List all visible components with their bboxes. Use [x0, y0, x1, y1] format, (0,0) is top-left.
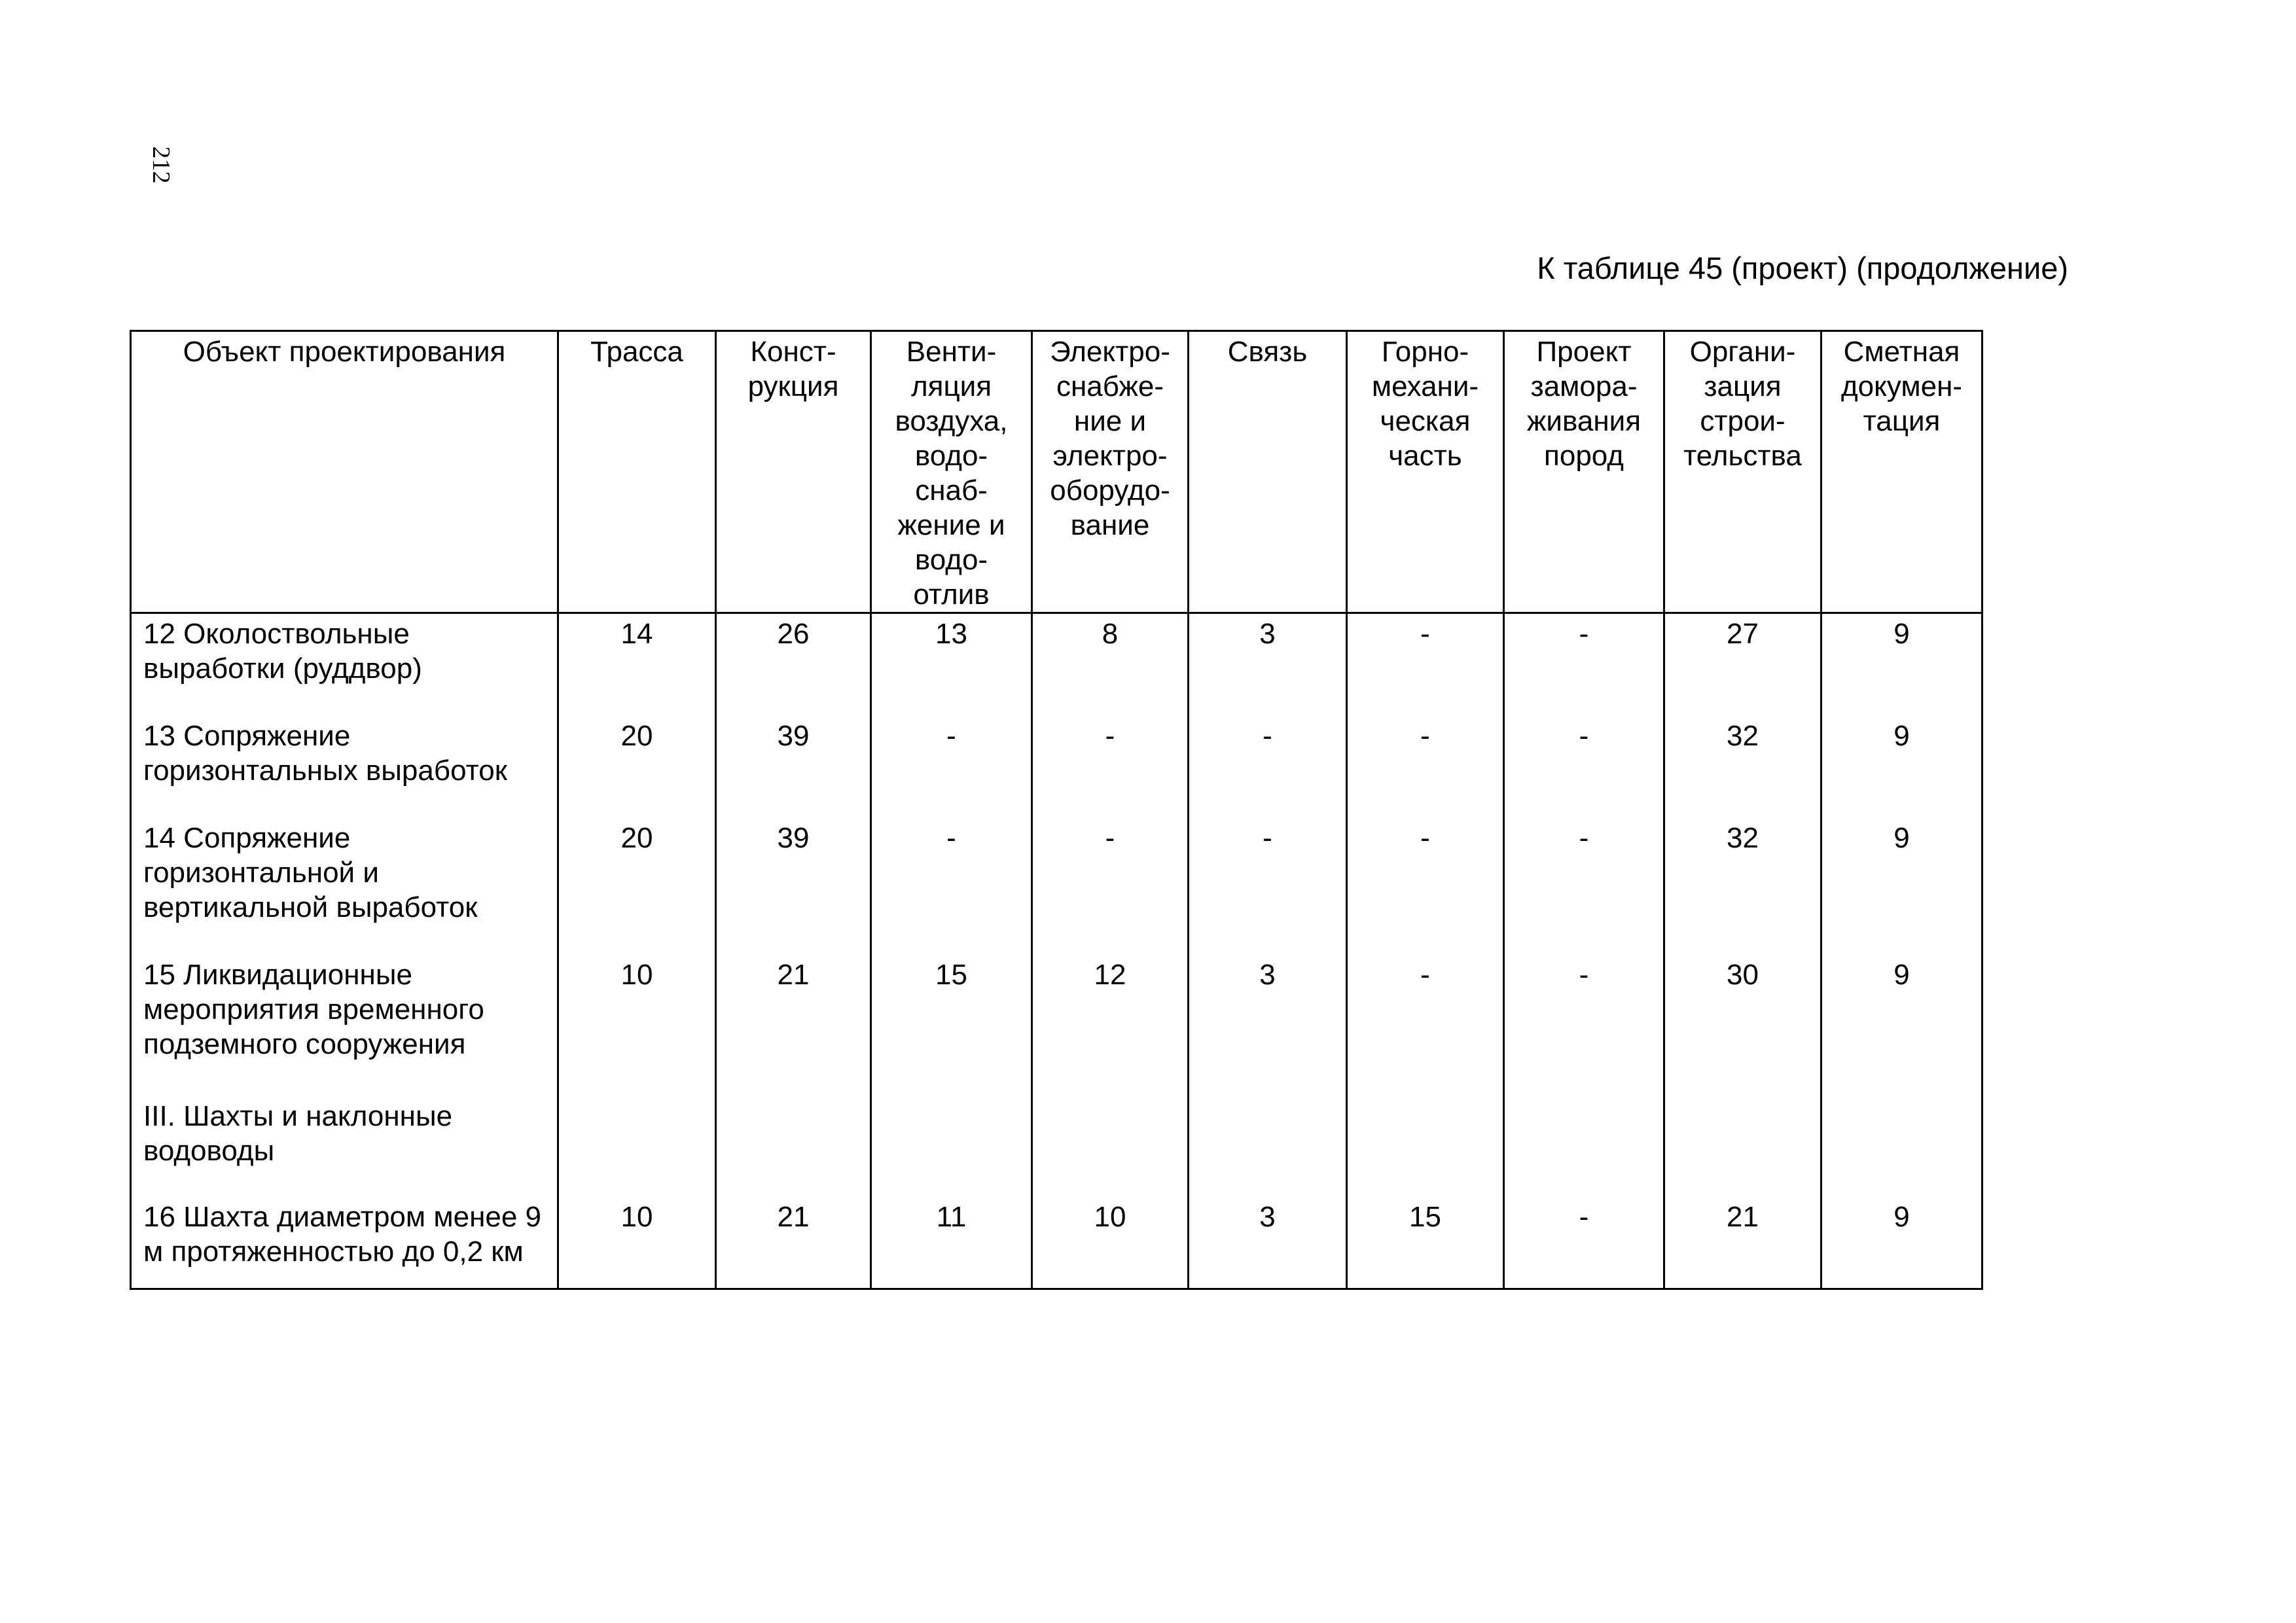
cell-value: 9 — [1821, 1197, 1982, 1289]
cell-value: 12 — [1032, 955, 1189, 1096]
cell-value: 30 — [1664, 955, 1821, 1096]
cell-value — [1347, 1096, 1504, 1197]
cell-value: 14 — [558, 613, 716, 717]
row-object-name: 15 Ликвидационные мероприятия временного подземного сооружения — [131, 955, 558, 1096]
cell-value: - — [1347, 613, 1504, 717]
cell-value: 26 — [716, 613, 871, 717]
cell-value: 20 — [558, 818, 716, 955]
cell-value: 27 — [1664, 613, 1821, 717]
cell-value: 32 — [1664, 716, 1821, 818]
header-object: Объект проектирования — [131, 331, 558, 613]
row-object-name: 13 Сопряжение горизонтальных выработок — [131, 716, 558, 818]
cell-value: - — [871, 818, 1032, 955]
cell-value: 39 — [716, 716, 871, 818]
cell-value: - — [1189, 716, 1347, 818]
cell-value: 10 — [1032, 1197, 1189, 1289]
cell-value — [1504, 1096, 1664, 1197]
cell-value — [1189, 1096, 1347, 1197]
page-number: 212 — [147, 146, 175, 184]
table-row — [131, 955, 1982, 1096]
header-construction-organization: Органи- зация строи- тельства — [1664, 331, 1821, 613]
cell-value: 8 — [1032, 613, 1189, 717]
cell-value: - — [871, 716, 1032, 818]
cell-value: 11 — [871, 1197, 1032, 1289]
table-header-row — [131, 331, 1982, 613]
cell-value: - — [1504, 613, 1664, 717]
cell-value: - — [1032, 716, 1189, 818]
design-stages-table — [130, 330, 1983, 1290]
cell-value: 21 — [716, 1197, 871, 1289]
cell-value: 9 — [1821, 716, 1982, 818]
header-route: Трасса — [558, 331, 716, 613]
cell-value: 39 — [716, 818, 871, 955]
cell-value: - — [1347, 716, 1504, 818]
cell-value: 3 — [1189, 955, 1347, 1096]
cell-value: 32 — [1664, 818, 1821, 955]
cell-value: - — [1347, 818, 1504, 955]
cell-value: 13 — [871, 613, 1032, 717]
cell-value: 9 — [1821, 818, 1982, 955]
cell-value: 15 — [1347, 1197, 1504, 1289]
section-title: III. Шахты и наклонные водоводы — [131, 1096, 558, 1197]
section-row — [131, 1096, 1982, 1197]
cell-value: - — [1504, 716, 1664, 818]
table-row — [131, 716, 1982, 818]
header-ground-freezing: Проект замора- живания пород — [1504, 331, 1664, 613]
cell-value — [1032, 1096, 1189, 1197]
row-object-name: 16 Шахта диаметром менее 9 м протяженностью до 0,2 км — [131, 1197, 558, 1289]
table-caption: К таблице 45 (проект) (продолжение) — [1537, 251, 2068, 285]
header-construction: Конст- рукция — [716, 331, 871, 613]
cell-value — [558, 1096, 716, 1197]
cell-value: 21 — [1664, 1197, 1821, 1289]
cell-value: 3 — [1189, 613, 1347, 717]
cell-value: 9 — [1821, 613, 1982, 717]
header-ventilation: Венти- ляция воздуха, водо- снаб- жение и водо- отлив — [871, 331, 1032, 613]
cell-value: 10 — [558, 955, 716, 1096]
cell-value: 9 — [1821, 955, 1982, 1096]
cell-value: 10 — [558, 1197, 716, 1289]
cell-value: 15 — [871, 955, 1032, 1096]
cell-value: - — [1189, 818, 1347, 955]
cell-value: 21 — [716, 955, 871, 1096]
row-object-name: 12 Околоствольные выработки (руддвор) — [131, 613, 558, 717]
row-object-name: 14 Сопряжение горизонтальной и вертикальной выработок — [131, 818, 558, 955]
cell-value: - — [1504, 955, 1664, 1096]
cell-value — [1821, 1096, 1982, 1197]
cell-value: - — [1504, 1197, 1664, 1289]
header-mining-mechanical: Горно- механи- ческая часть — [1347, 331, 1504, 613]
header-communication: Связь — [1189, 331, 1347, 613]
cell-value — [871, 1096, 1032, 1197]
cell-value — [716, 1096, 871, 1197]
cell-value: 3 — [1189, 1197, 1347, 1289]
cell-value: - — [1504, 818, 1664, 955]
table-row — [131, 818, 1982, 955]
table-row — [131, 613, 1982, 717]
table-row — [131, 1197, 1982, 1289]
cell-value: - — [1347, 955, 1504, 1096]
cell-value — [1664, 1096, 1821, 1197]
cell-value: 20 — [558, 716, 716, 818]
cell-value: - — [1032, 818, 1189, 955]
header-cost-estimate: Сметная докумен- тация — [1821, 331, 1982, 613]
header-power-supply: Электро- снабже- ние и электро- оборудо- вание — [1032, 331, 1189, 613]
